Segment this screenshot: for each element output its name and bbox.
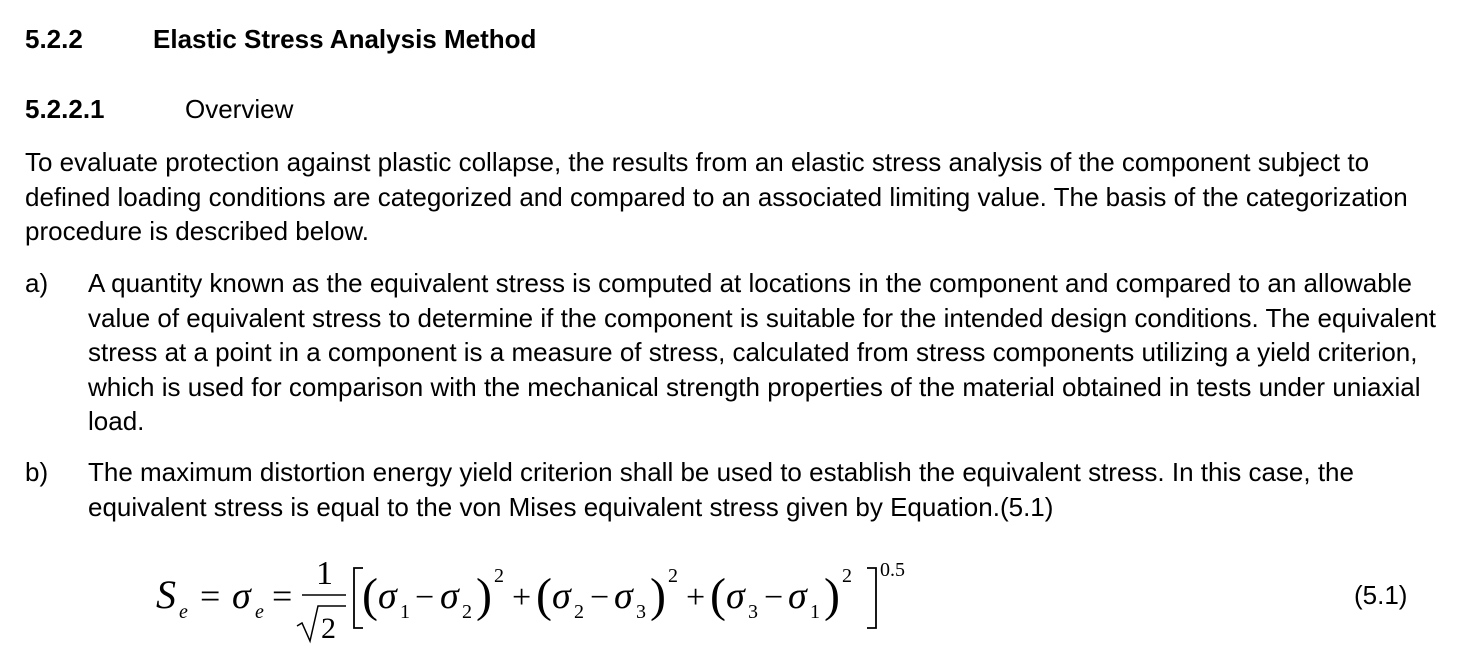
eq-outer-exponent: 0.5 [880,559,905,581]
eq-minus: − [415,579,435,616]
eq-sigma: σ [726,575,745,617]
eq-paren-open: ( [710,569,726,622]
eq-numerator: 1 [316,555,333,592]
eq-equals: = [272,576,293,616]
intro-paragraph: To evaluate protection against plastic collapse, the results from an elastic stress analysis of the component subject to defined loading conditions are categorized and compared to an associated limiting value. The basis of the categorization procedure is described below. [25,147,1408,246]
list-item [25,455,1465,524]
eq-paren-close: ) [476,569,492,622]
subsection-title: Overview [185,94,294,124]
list-marker: b) [25,457,49,487]
list-item-text: A quantity known as the equivalent stress is computed at locations in the component and compared to an allowable value of equivalent stress to determine if the component is suitable for the intended design conditions. The equivalent stress at a point in a component is a measure of stress, calculated from stress components utilizing a yield criterion, which is used for comparison with the mechanical strength properties of the material obtained in tests under uniaxial load. [88,268,1437,436]
section-heading [25,24,536,54]
eq-sub: 2 [462,601,472,623]
von-mises-equation [150,548,930,648]
eq-lhs-subscript: e [179,601,188,623]
eq-sigma: σ [552,575,571,617]
list-item-text: The maximum distortion energy yield criterion shall be used to establish the equivalent stress. In this case, the equivalent stress is equal to the von Mises equivalent stress given by Equation.(5.1) [88,457,1354,522]
eq-plus: + [686,579,706,616]
outer-right-bracket [867,568,876,628]
eq-sub: 1 [400,601,410,623]
eq-paren-close: ) [650,569,666,622]
eq-sigma-subscript: e [255,601,264,623]
eq-sigma: σ [614,575,633,617]
eq-exponent: 2 [668,565,678,587]
eq-sub: 3 [748,601,758,623]
equation-number: (5.1) [1354,580,1408,610]
eq-sigma: σ [232,575,251,617]
eq-plus: + [512,579,532,616]
eq-sigma: σ [378,575,397,617]
eq-sigma: σ [788,575,807,617]
eq-exponent: 2 [494,565,504,587]
eq-paren-close: ) [824,569,840,622]
subsection-number: 5.2.2.1 [25,94,105,124]
list-item [25,266,1465,439]
eq-sub: 3 [636,601,646,623]
eq-paren-open: ( [536,569,552,622]
list-marker: a) [25,268,49,298]
eq-sub: 1 [810,601,820,623]
eq-sigma: σ [440,575,459,617]
eq-minus: − [590,579,610,616]
eq-denominator: 2 [321,612,336,645]
eq-equals: = [200,576,221,616]
eq-paren-open: ( [362,569,378,622]
section-title: Elastic Stress Analysis Method [153,24,537,54]
eq-sub: 2 [574,601,584,623]
section-number: 5.2.2 [25,24,83,54]
eq-lhs-symbol: S [156,572,176,617]
subsection-heading [25,94,293,124]
eq-minus: − [764,579,784,616]
eq-exponent: 2 [842,565,852,587]
